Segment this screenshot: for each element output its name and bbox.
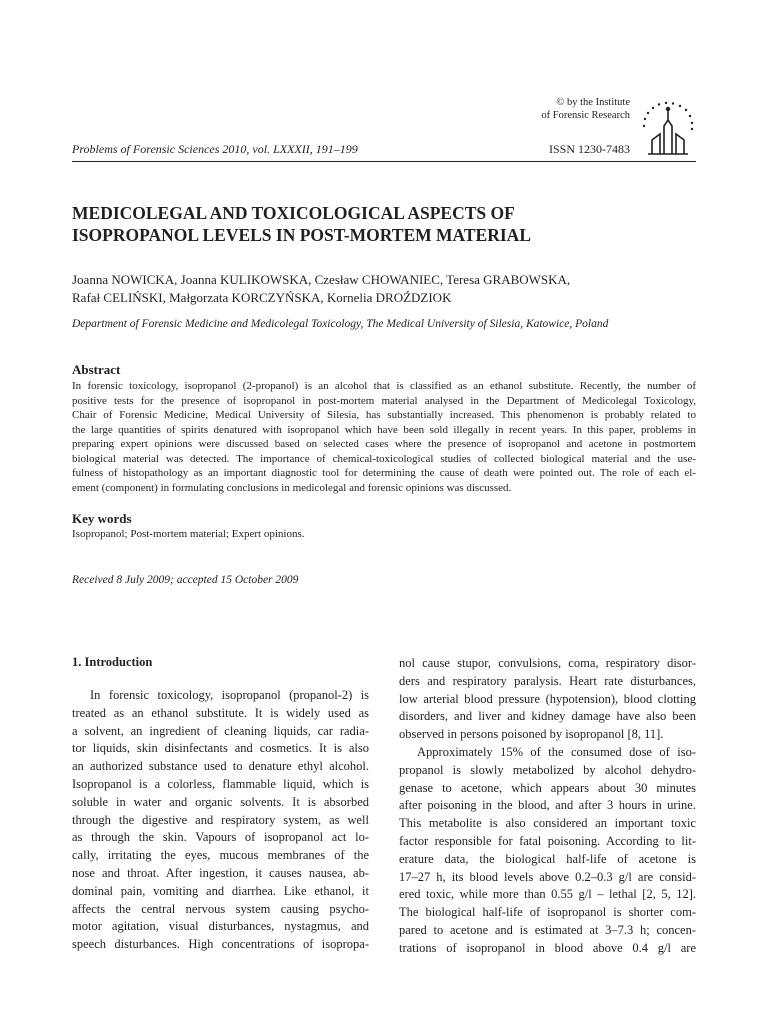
body-line: Approximately 15% of the consumed dose of iso-	[417, 744, 696, 759]
title-line-2: ISOPROPANOL LEVELS IN POST-MORTEM MATERIAL	[72, 225, 531, 245]
copyright-notice	[430, 96, 630, 122]
body-line: factor responsible for fatal poisoning. According to lit-	[399, 833, 696, 848]
body-line: dominal pain, vomiting and diarrhea. Like ethanol, it	[72, 883, 369, 898]
body-line: pared to acetone and is estimated at 3–7.3 h; concen-	[399, 922, 696, 937]
body-line: soluble in water and organic solvents. It is absorbed	[72, 794, 369, 809]
authors-line-2: Rafał CELIŃSKI, Małgorzata KORCZYŃSKA, Kornelia DROŹDZIOK	[72, 290, 452, 305]
institute-logo-icon	[636, 96, 700, 160]
body-line: after poisoning in the blood, and after 3 hours in urine.	[399, 798, 696, 813]
body-line: treated as an ethanol substitute. It is widely used as	[72, 705, 369, 720]
body-line: nose and throat. After ingestion, it causes nausea, ab-	[72, 865, 369, 880]
copyright-line-2: of Forensic Research	[541, 110, 630, 121]
body-line: cally, irritating the eyes, mucous membranes of the	[72, 848, 369, 863]
body-line: motor agitation, visual disturbances, nystagmus, and	[72, 919, 369, 934]
right-column	[399, 655, 696, 958]
body-line: a solvent, an ingredient of cleaning liquids, car radia-	[72, 723, 369, 738]
body-line: erature data, the biological half-life of acetone is	[399, 851, 696, 866]
body-line: speech disturbances. High concentrations of isopropa-	[72, 937, 369, 952]
body-line: This metabolite is also considered an important toxic	[399, 816, 696, 831]
body-line: propanol is slowly metabolized by alcohol dehydro-	[399, 762, 696, 777]
article-title	[72, 202, 696, 246]
body-line: affects the central nervous system causing psycho-	[72, 901, 369, 916]
body-line: tor liquids, skin disinfectants and cosmetics. It is also	[72, 741, 369, 756]
body-line: In forensic toxicology, isopropanol (propanol-2) is	[90, 688, 369, 702]
left-column	[72, 687, 369, 954]
issn-label: ISSN 1230-7483	[548, 142, 630, 156]
author-list	[72, 271, 696, 307]
body-line: The biological half-life of isopropanol is shorter com-	[399, 905, 696, 920]
keywords-text: Isopropanol; Post-mortem material; Expert opinions.	[72, 528, 305, 540]
section-heading-introduction: 1. Introduction	[72, 655, 153, 669]
copyright-line-1: © by the Institute	[556, 97, 630, 108]
header-divider	[72, 161, 696, 162]
abstract-line: the large quantities of spirits denatured with isopropanol which have been sold illegally in recent years. In this paper, problems in	[72, 423, 696, 436]
body-line: disorders, and liver and kidney damage have also been	[399, 709, 696, 724]
abstract-body	[72, 379, 696, 495]
keywords-heading: Key words	[72, 511, 132, 526]
received-dates: Received 8 July 2009; accepted 15 October 2009	[72, 574, 299, 586]
body-line: observed in persons poisoned by isopropanol [8, 11].	[399, 727, 664, 742]
body-line: low arterial blood pressure (hypotension), blood clotting	[399, 691, 696, 706]
abstract-line: ement (component) in formulating conclusions in medicolegal and forensic opinions was discussed.	[72, 481, 512, 494]
abstract-line: fulness of histopathology as an important diagnostic tool for determining the cause of death were pointed out. The role of each el-	[72, 467, 696, 479]
body-line: trations of isopropanol in blood above 0.4 g/l are	[399, 940, 696, 955]
body-line: ered toxic, while more than 0.55 g/l – lethal [2, 5, 12].	[399, 887, 696, 902]
abstract-line: preparing expert opinions were discussed based on selected cases where the presence of isopropanol and acetone in postmortem	[72, 438, 696, 450]
body-line: ders and respiratory paralysis. Heart rate disturbances,	[399, 673, 696, 688]
abstract-line: biological material was detected. The importance of chemical-toxicological studies of collected biological material and the use-	[72, 452, 696, 465]
journal-citation: Problems of Forensic Sciences 2010, vol. LXXXII, 191–199	[72, 142, 358, 156]
body-line: an authorized substance used to denature ethyl alcohol.	[72, 759, 369, 774]
affiliation: Department of Forensic Medicine and Medicolegal Toxicology, The Medical University of Silesia, Katowice, Poland	[72, 318, 609, 330]
title-line-1: MEDICOLEGAL AND TOXICOLOGICAL ASPECTS OF	[72, 203, 515, 223]
abstract-line: Chair of Forensic Medicine, Medical University of Silesia, has substantially increased. This phenomenon is probably related to	[72, 409, 696, 421]
body-line: as through the skin. Vapours of isopropanol act lo-	[72, 830, 369, 845]
abstract-line: In forensic toxicology, isopropanol (2-propanol) is an alcohol that is classified as an ethanol substitute. Recently, the number of	[72, 380, 696, 392]
authors-line-1: Joanna NOWICKA, Joanna KULIKOWSKA, Czesław CHOWANIEC, Teresa GRABOWSKA,	[72, 272, 571, 287]
abstract-line: positive tests for the presence of isopropanol in post-mortem material analysed in the Department of Medicolegal Toxicology,	[72, 394, 696, 407]
abstract-heading: Abstract	[72, 362, 121, 377]
body-line: Isopropanol is a colorless, flammable liquid, which is	[72, 776, 369, 791]
body-line: nol cause stupor, convulsions, coma, respiratory disor-	[399, 656, 696, 670]
body-line: 17–27 h, its blood levels above 0.2–0.3 g/l are consid-	[399, 869, 696, 884]
body-line: through the digestive and respiratory system, as well	[72, 812, 369, 827]
body-line: genase to acetone, which appears about 30 minutes	[399, 780, 696, 795]
